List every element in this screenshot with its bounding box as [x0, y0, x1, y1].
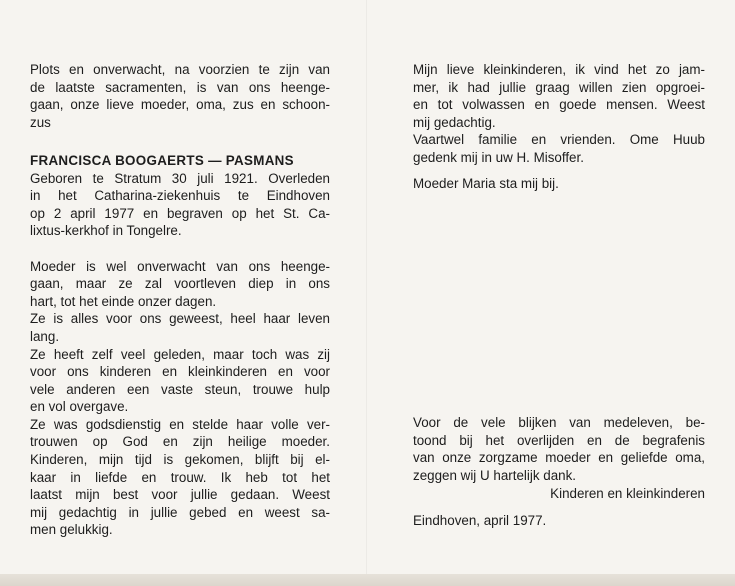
text-line: zus: [30, 114, 51, 130]
thanks-paragraph: [413, 414, 705, 484]
spacer: [30, 131, 330, 149]
birth-paragraph: [30, 170, 330, 240]
text-line: Ze was godsdienstig en stelde haar volle ver-: [30, 416, 330, 432]
right-column: [413, 61, 705, 192]
grandchildren-paragraph: [413, 61, 705, 167]
text-line: gaan, onze lieve moeder, oma, zus en schoon-: [30, 97, 330, 113]
text-line: laatst mijn best voor jullie gedaan. Weest: [30, 487, 330, 503]
text-line: Vaartwel familie en vrienden. Ome Huub: [413, 132, 705, 148]
text-line: Ze heeft zelf veel geleden, maar toch was zij: [30, 346, 330, 362]
text-line: toond bij het overlijden en de begrafenis: [413, 432, 705, 448]
left-column: [30, 61, 330, 539]
deceased-name: FRANCISCA BOOGAERTS — PASMANS: [30, 152, 294, 168]
text-line: Moeder is wel onverwacht van ons heenge-: [30, 258, 330, 274]
signature: Kinderen en kleinkinderen: [550, 486, 705, 501]
text-line: Voor de vele blijken van medeleven, be-: [413, 415, 705, 430]
text-line: Kinderen, mijn tijd is gekomen, blijft bij el-: [30, 452, 330, 468]
text-line: van onze zorgzame moeder en geliefde oma,: [413, 450, 705, 466]
text-line: trouwen op God en zijn heilige moeder.: [30, 434, 330, 450]
text-line: mer, ik had jullie graag willen zien opgroei-: [413, 79, 705, 95]
text-line: mij gedachtig in jullie gebed en weest sa-: [30, 504, 330, 520]
spacer: [413, 167, 705, 175]
text-line: lang.: [30, 328, 60, 344]
text-line: kaar in liefde en trouw. Ik heb tot het: [30, 469, 330, 485]
text-line: Mijn lieve kleinkinderen, ik vind het zo jam-: [413, 62, 705, 77]
text-line: hart, tot het einde onzer dagen.: [30, 293, 217, 309]
text-line: gaan, maar ze zal voortleven diep in ons: [30, 276, 330, 292]
text-line: de laatste sacramenten, is van ons heenge-: [30, 79, 330, 95]
text-line: voor ons kinderen en kleinkinderen en voor: [30, 364, 330, 380]
prayer-line: Moeder Maria sta mij bij.: [413, 175, 559, 191]
text-line: gedenk mij in uw H. Misoffer.: [413, 149, 584, 165]
text-line: zeggen wij U hartelijk dank.: [413, 467, 577, 483]
intro-paragraph: [30, 61, 330, 131]
text-line: Plots en onverwacht, na voorzien te zijn van: [30, 62, 330, 77]
text-line: en tot volwassen en goede mensen. Weest: [413, 97, 705, 113]
card-fold: [366, 0, 367, 586]
text-line: op 2 april 1977 en begraven op het St. Ca-: [30, 205, 330, 221]
text-line: en vol overgave.: [30, 399, 129, 415]
text-line: Ze is alles voor ons geweest, heel haar leven: [30, 311, 330, 327]
place-date: Eindhoven, april 1977.: [413, 513, 547, 528]
spacer: [30, 240, 330, 258]
text-line: in het Catharina-ziekenhuis te Eindhoven: [30, 188, 330, 204]
card-bottom-edge: [0, 574, 735, 586]
text-line: men gelukkig.: [30, 522, 113, 538]
text-line: lixtus-kerkhof in Tongelre.: [30, 223, 182, 239]
text-line: mij gedachtig.: [413, 114, 496, 130]
text-line: Geboren te Stratum 30 juli 1921. Overleden: [30, 170, 330, 186]
text-line: vele anderen een vaste steun, trouwe hulp: [30, 381, 330, 397]
tribute-paragraph: [30, 258, 330, 540]
